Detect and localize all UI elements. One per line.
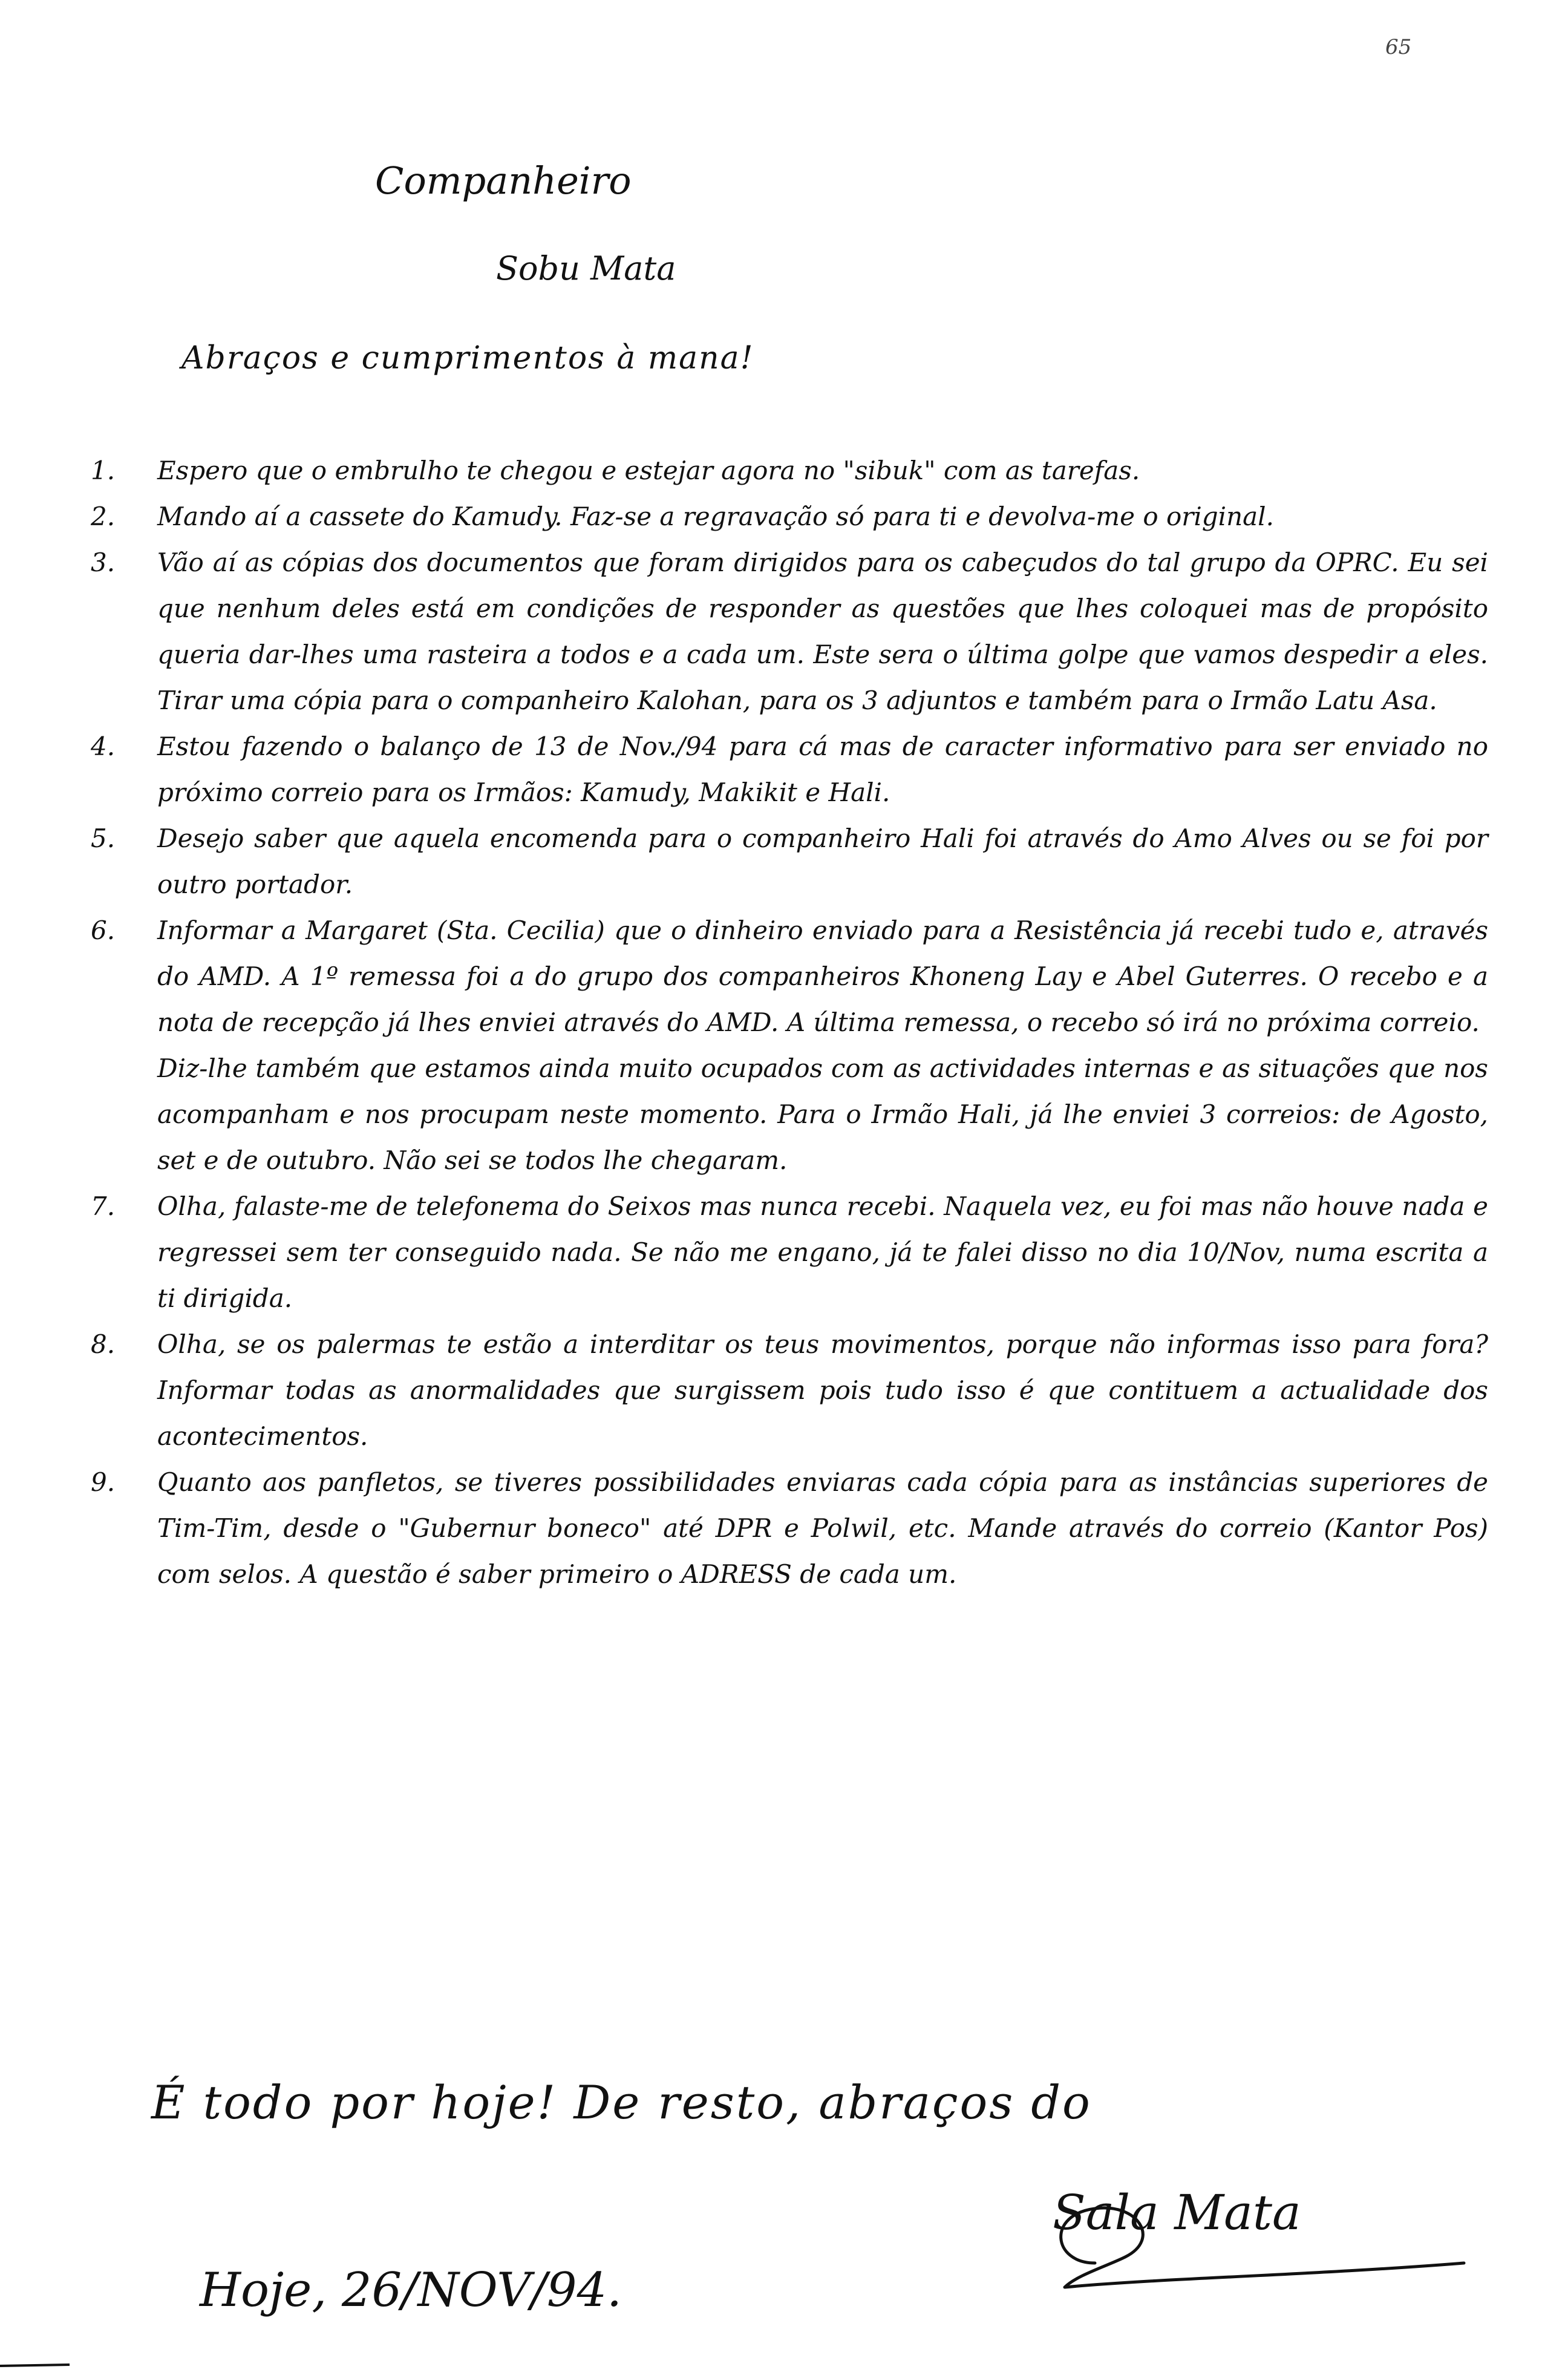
item-text: Espero que o embrulho te chegou e estejar agora no "sibuk" com as tarefas. <box>157 456 1140 485</box>
item-number: 2. <box>91 502 116 531</box>
item-number: 9. <box>91 1467 116 1497</box>
list-item <box>91 448 1488 494</box>
item-text: Desejo saber que aquela encomenda para o companheiro Hali foi através do Amo Alves ou se foi por outro portador. <box>157 824 1488 899</box>
list-item <box>91 1184 1488 1322</box>
closing-line: É todo por hoje! De resto, abraços do <box>151 2075 1092 2129</box>
item-number: 1. <box>91 456 116 485</box>
item-text: Informar a Margaret (Sta. Cecilia) que o dinheiro enviado para a Resistência já recebi tudo e, através do AMD. A 1º remessa foi a do grupo dos companheiros Khoneng Lay e Abel Guterres. O recebo e a nota de recepção já lhes enviei através do AMD. A última remessa, o recebo só irá no próxima correio. <box>157 915 1488 1037</box>
item-number: 8. <box>91 1329 116 1359</box>
salutation: Companheiro <box>375 159 632 203</box>
item-number: 5. <box>91 824 116 853</box>
list-item <box>91 494 1488 540</box>
item-continuation: Diz-lhe também que estamos ainda muito ocupados com as actividades internas e as situações que nos acompanham e nos procupam neste momento. Para o Irmão Hali, já lhe enviei 3 correios: de Agosto, set e de outubro. Não sei se todos lhe chegaram. <box>157 1053 1488 1175</box>
item-number: 7. <box>91 1191 116 1221</box>
list-item <box>91 908 1488 1046</box>
item-number: 3. <box>91 548 116 577</box>
item-text: Quanto aos panfletos, se tiveres possibilidades enviaras cada cópia para as instâncias superiores de Tim-Tim, desde o "Gubernur boneco" até DPR e Polwil, etc. Mande através do correio (Kantor Pos) com selos. A questão é saber primeiro o ADRESS de cada um. <box>157 1467 1488 1589</box>
letter-date: Hoje, 26/NOV/94. <box>200 2263 622 2317</box>
item-text: Mando aí a cassete do Kamudy. Faz-se a regravação só para ti e devolva-me o original. <box>157 502 1274 531</box>
list-item <box>91 724 1488 816</box>
greeting-line: Abraços e cumprimentos à mana! <box>181 340 754 376</box>
item-number: 4. <box>91 732 116 761</box>
signature: Sala Mata <box>1053 2184 1301 2241</box>
list-item <box>91 1322 1488 1459</box>
margin-mark-icon <box>0 2363 73 2369</box>
list-item <box>91 1459 1488 1597</box>
numbered-items <box>91 448 1488 1597</box>
list-item <box>91 540 1488 724</box>
item-text: Vão aí as cópias dos documentos que foram dirigidos para os cabeçudos do tal grupo da OPRC. Eu sei que nenhum deles está em condições de responder as questões que lhes coloquei mas de propósito queria dar-lhes uma rasteira a todos e a cada um. Este sera o última golpe que vamos despedir a eles. Tirar uma cópia para o companheiro Kalohan, para os 3 adjuntos e também para o Irmão Latu Asa. <box>157 548 1488 715</box>
list-item <box>91 816 1488 908</box>
recipient-name: Sobu Mata <box>496 249 676 287</box>
item-number: 6. <box>91 915 116 945</box>
page-number: 65 <box>1385 35 1412 59</box>
item-text: Olha, se os palermas te estão a interditar os teus movimentos, porque não informas isso para fora? Informar todas as anormalidades que surgissem pois tudo isso é que contituem a actualidade dos acontecimentos. <box>157 1329 1488 1451</box>
item-text: Estou fazendo o balanço de 13 de Nov./94 para cá mas de caracter informativo para ser enviado no próximo correio para os Irmãos: Kamudy, Makikit e Hali. <box>157 732 1488 807</box>
item-text: Olha, falaste-me de telefonema do Seixos mas nunca recebi. Naquela vez, eu foi mas não houve nada e regressei sem ter conseguido nada. Se não me engano, já te falei disso no dia 10/Nov, numa escrita a ti dirigida. <box>157 1191 1488 1313</box>
